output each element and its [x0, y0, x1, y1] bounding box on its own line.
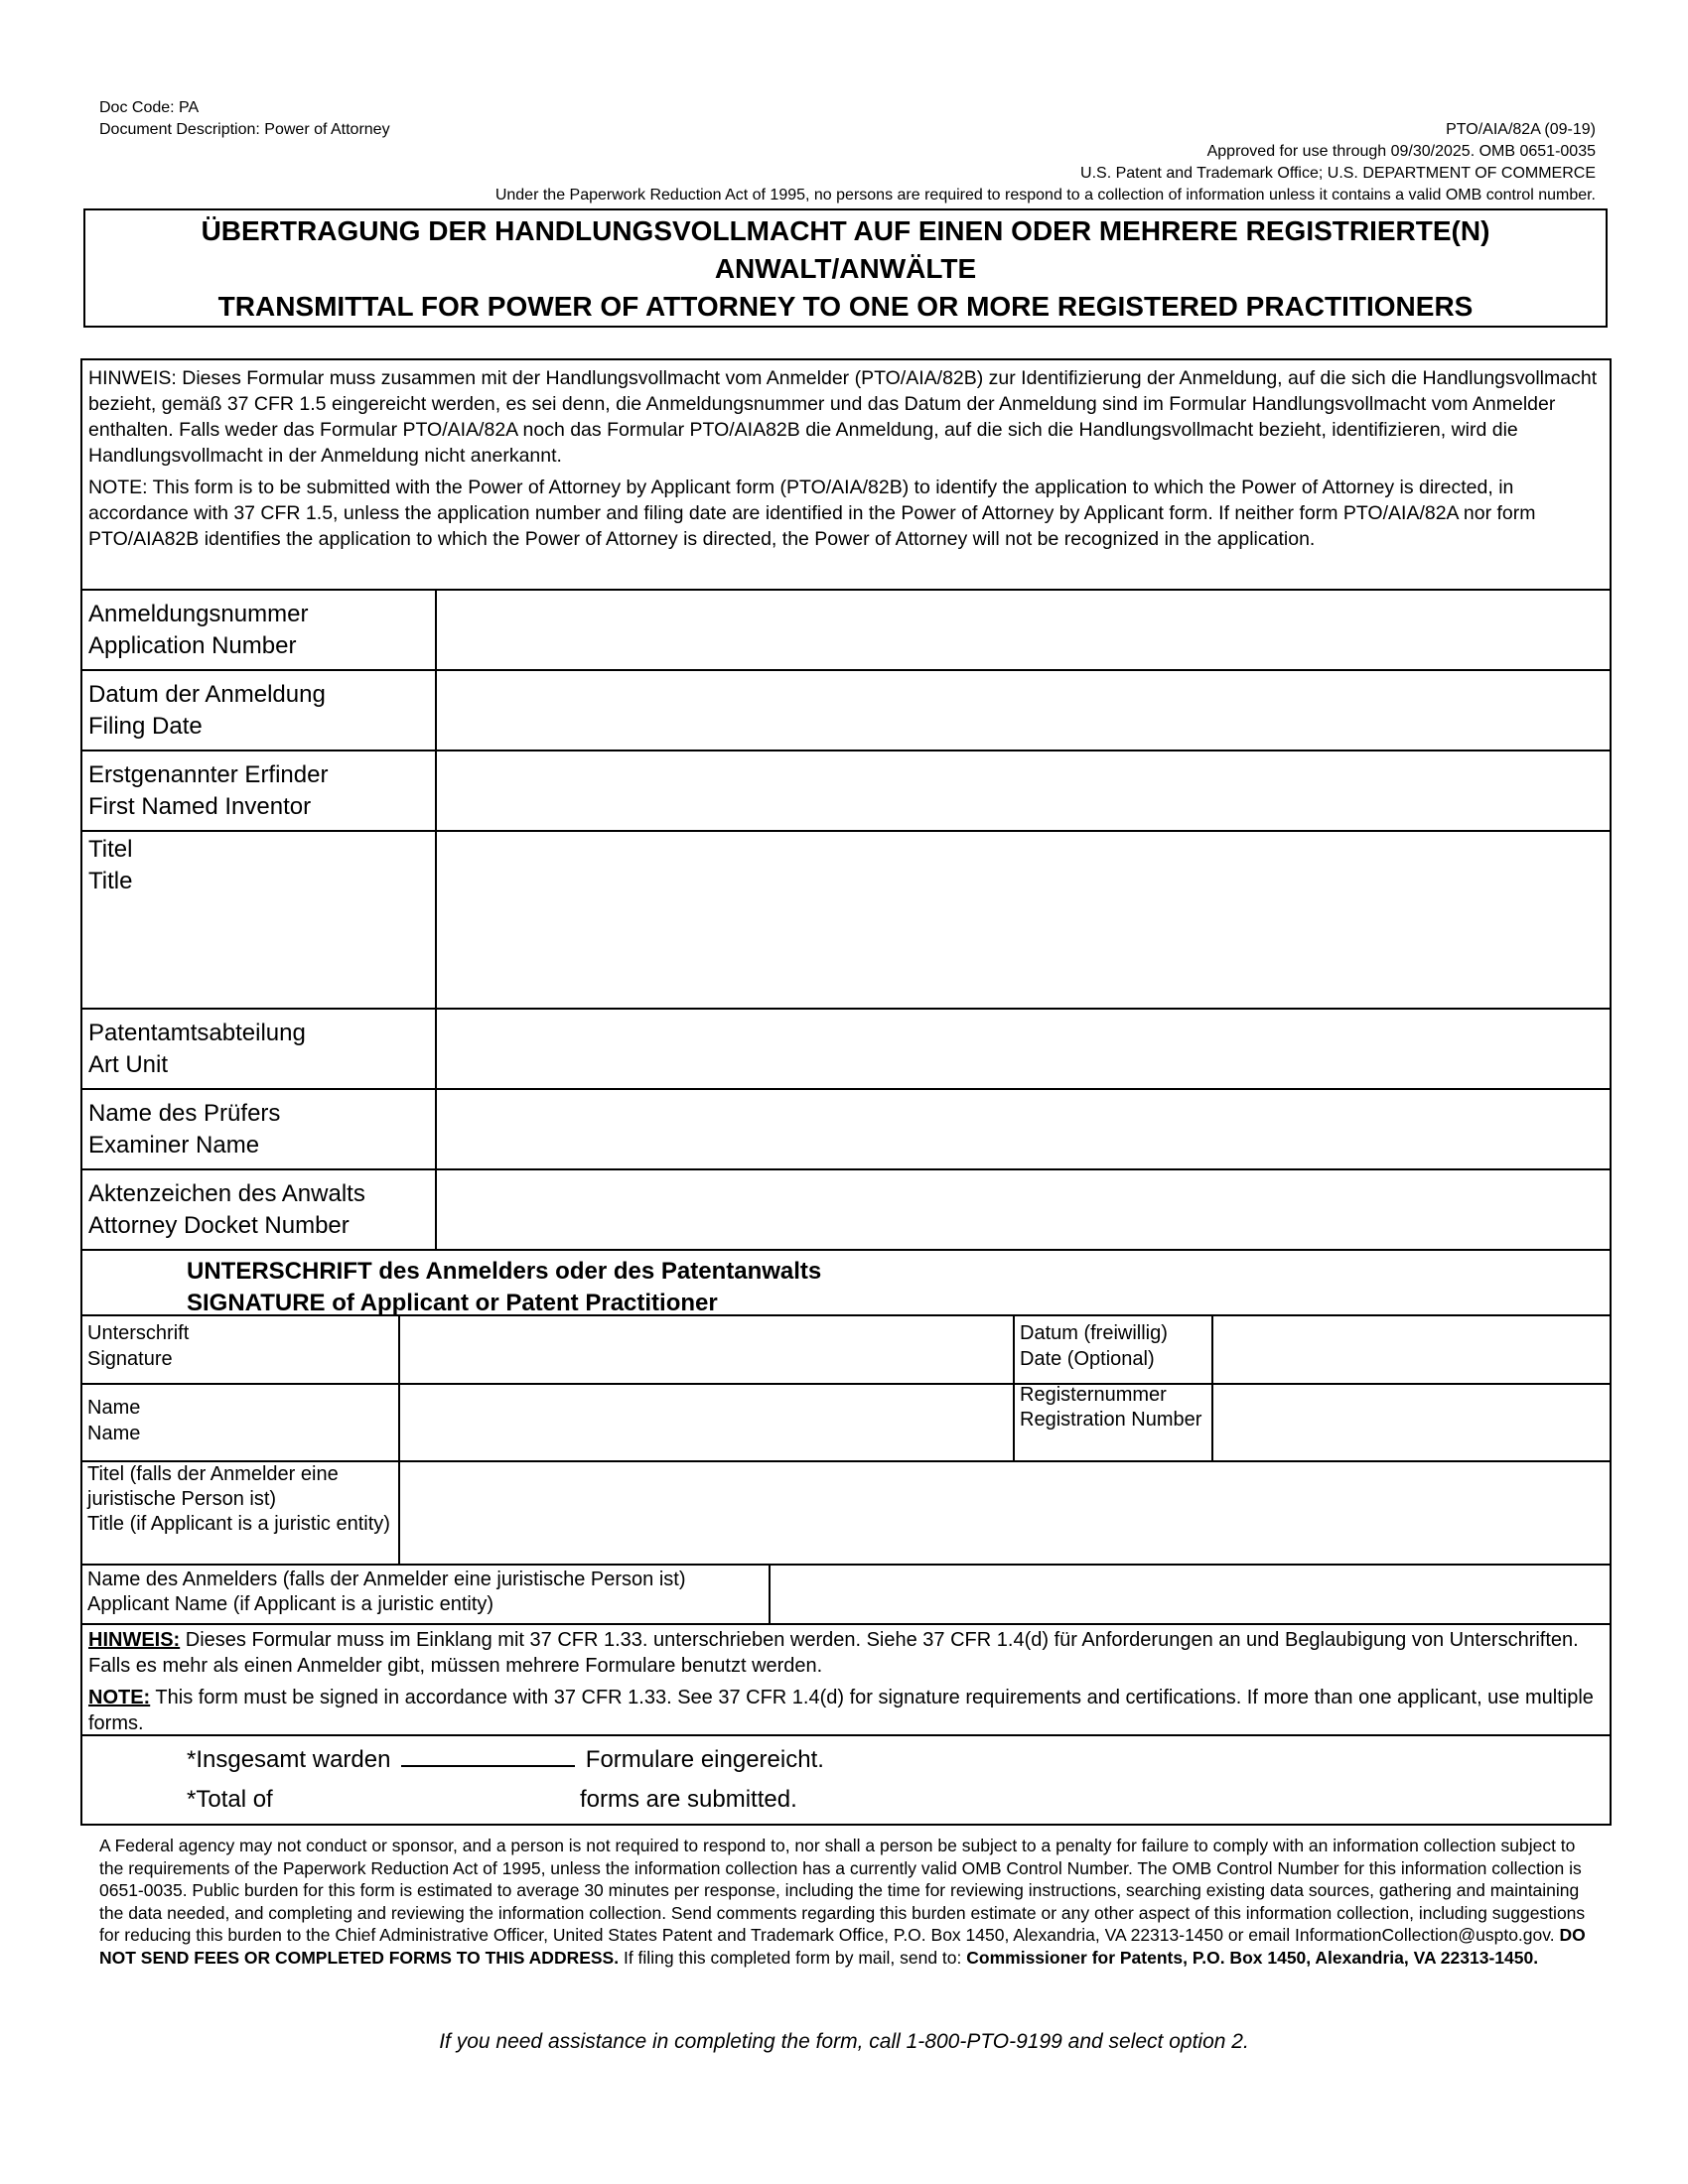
signature-label: Unterschrift Signature [82, 1314, 400, 1383]
registration-label: Registernummer Registration Number [1015, 1383, 1213, 1460]
hinweis-text: HINWEIS: Dieses Formular muss zusammen mit der Handlungsvollmacht vom Anmelder (PTO/AIA/82B) zur Identifizierung der Anmeldung, auf die sich die Handlungsvollmacht bezieht, gemäß 37 CFR 1.5 eingereicht werden, es sei denn, die Anmeldungsnummer und das Datum der Anmeldung sind im Formular Handlungsvollmacht vom Anmelder enthalten. Falls weder das Formular PTO/AIA/82A noch das Formular PTO/AIA82B die Anmeldung, auf die sich die Handlungsvollmacht bezieht, identifizieren, wird die Handlungsvollmacht in der Anmeldung nicht anerkannt. [88, 367, 1598, 467]
registration-input[interactable] [1213, 1383, 1610, 1460]
field-row-examiner [82, 1088, 1610, 1168]
field-row-docket [82, 1168, 1610, 1249]
examiner-name-input[interactable] [437, 1090, 1610, 1168]
field-row-filing-date [82, 669, 1610, 750]
field-label: Anmeldungsnummer Application Number [82, 591, 437, 669]
note-label: NOTE: [88, 1687, 151, 1708]
totals-section: *Insgesamt warden Formulare eingereicht. *Total of forms are submitted. [82, 1741, 1610, 1816]
totals-de-prefix: *Insgesamt [187, 1746, 307, 1773]
form-title [83, 208, 1608, 328]
name-input[interactable] [400, 1383, 1015, 1460]
uspto-office: U.S. Patent and Trademark Office; U.S. DEPARTMENT OF COMMERCE [1080, 165, 1596, 182]
assistance-line: If you need assistance in completing the form, call 1-800-PTO-9199 and select option 2. [439, 2030, 1249, 2053]
applicant-name-label: Name des Anmelders (falls der Anmelder eine juristische Person ist) Applicant Name (if Applicant is a juristic entity) [82, 1564, 771, 1623]
form-body [80, 358, 1612, 1826]
signature-input[interactable] [400, 1314, 1015, 1383]
field-label: Name des Prüfers Examiner Name [82, 1090, 437, 1168]
instructions [82, 360, 1610, 589]
title-german-line2: ANWALT/ANWÄLTE [714, 253, 977, 284]
date-input[interactable] [1213, 1314, 1610, 1383]
burden-statement: A Federal agency may not conduct or sponsor, and a person is not required to respond to, nor shall a person be subject to a penalty for failure to comply with an information collection subject to the requirements of the Paperwork Reduction Act of 1995, unless the information collection has a currently valid OMB Control Number. The OMB Control Number for this information collection is 0651-0035. Public burden for this form is estimated to average 30 minutes per response, including the time for reviewing instructions, searching existing data sources, gathering and maintaining the data needed, and completing and reviewing the information collection. Send comments regarding this burden estimate or any other aspect of this information collection, including suggestions for reducing this burden to the Chief Administrative Officer, United States Patent and Trademark Office, P.O. Box 1450, Alexandria, VA 22313-1450 or email InformationCollection@uspto.gov. DO NOT SEND FEES OR COMPLETED FORMS TO THIS ADDRESS. If filing this completed form by mail, send to: Commissioner for Patents, P.O. Box 1450, Alexandria, VA 22313-1450. [99, 1836, 1586, 1968]
field-label: Patentamtsabteilung Art Unit [82, 1010, 437, 1088]
hinweis-label: HINWEIS: [88, 1629, 181, 1651]
signature-notes: HINWEIS: Dieses Formular muss im Einklang mit 37 CFR 1.33. unterschrieben werden. Siehe 37 CFR 1.4(d) für Anforderungen an und Beglaubigung von Unterschriften. Falls es mehr als einen Anmelder gibt, müssen mehrere Formulare benutzt werden. NOTE: This form must be signed in accordance with 37 CFR 1.33. See 37 CFR 1.4(d) for signature requirements and certifications. If more than one applicant, use multiple forms. [88, 1629, 1594, 1734]
field-row-application-number [82, 589, 1610, 669]
field-label: Titel Title [82, 832, 437, 1008]
juristic-title-input[interactable] [400, 1460, 1610, 1564]
juristic-title-label: Titel (falls der Anmelder eine juristische Person ist) Title (if Applicant is a juristic entity) [82, 1460, 400, 1564]
field-row-title [82, 830, 1610, 1008]
header-right [603, 119, 1596, 185]
filing-date-input[interactable] [437, 671, 1610, 750]
application-number-input[interactable] [437, 591, 1610, 669]
header-left [99, 97, 390, 141]
title-input[interactable] [437, 832, 1610, 1008]
first-inventor-input[interactable] [437, 751, 1610, 830]
field-label: Datum der Anmeldung Filing Date [82, 671, 437, 750]
field-row-art-unit [82, 1008, 1610, 1088]
date-label: Datum (freiwillig) Date (Optional) [1015, 1314, 1213, 1383]
doc-code: Doc Code: PA [99, 99, 200, 116]
title-german-line1: ÜBERTRAGUNG DER HANDLUNGSVOLLMACHT AUF EINEN ODER MEHRERE REGISTRIERTE(N) [201, 215, 1490, 246]
field-label: Aktenzeichen des Anwalts Attorney Docket Number [82, 1170, 437, 1249]
note-text: NOTE: This form is to be submitted with the Power of Attorney by Applicant form (PTO/AIA/82B) to identify the application to which the Power of Attorney is directed, in accordance with 37 CFR 1.5, unless the application number and filing date are identified in the Power of Attorney by Applicant form. If neither form PTO/AIA/82A nor form PTO/AIA82B identifies the application to which the Power of Attorney is directed, the Power of Attorney will not be recognized in the application. [88, 477, 1536, 550]
total-forms-input[interactable] [401, 1741, 575, 1767]
doc-description: Document Description: Power of Attorney [99, 121, 390, 138]
field-row-first-inventor [82, 750, 1610, 830]
omb-approval: Approved for use through 09/30/2025. OMB 0651-0035 [1206, 143, 1596, 160]
applicant-name-input[interactable] [771, 1564, 1610, 1623]
title-english: TRANSMITTAL FOR POWER OF ATTORNEY TO ONE OR MORE REGISTERED PRACTITIONERS [217, 291, 1474, 322]
signature-heading: UNTERSCHRIFT des Anmelders oder des Patentanwalts SIGNATURE of Applicant or Patent Practitioner [82, 1249, 1610, 1314]
field-label: Erstgenannter Erfinder First Named Inventor [82, 751, 437, 830]
name-label: Name Name [82, 1383, 400, 1460]
totals-en-prefix: *Total of [187, 1786, 273, 1813]
paperwork-notice: Under the Paperwork Reduction Act of 1995, no persons are required to respond to a collection of information unless it contains a valid OMB control number. [494, 187, 1596, 204]
docket-number-input[interactable] [437, 1170, 1610, 1249]
form-number: PTO/AIA/82A (09-19) [1446, 121, 1596, 138]
art-unit-input[interactable] [437, 1010, 1610, 1088]
